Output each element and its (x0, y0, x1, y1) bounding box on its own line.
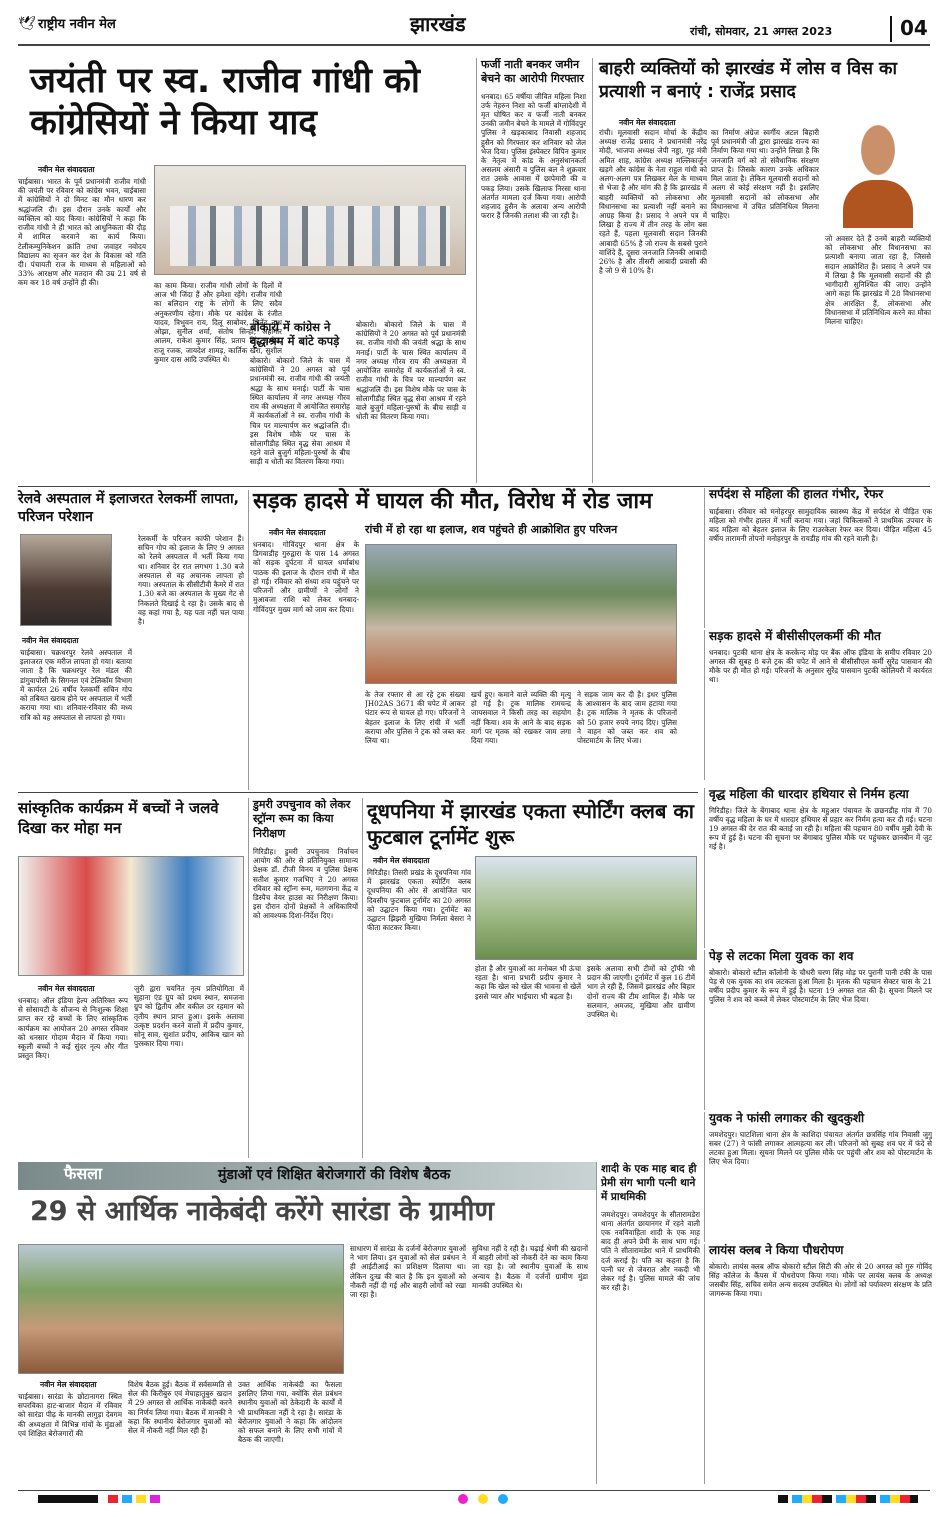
dumri-body: गिरिडीह। डुमरी उपचुनाव निर्वाचन आयोग की ओर से प्रतिनियुक्त सामान्य प्रेक्षक डॉ. टीजी विनय व पुलिस प्रेक्षक सतीश कुमार गजभिए ने 20 अगस्त रविवार को स्ट्रॉन्ग रूम, मतगणना केंद्र व डिस्पैच वेयर हाउस का निरीक्षण किया। इस दौरान दोनों प्रेक्षकों ने अधिकारियों को आवश्यक दिशा-निर्देश दिए। (253, 846, 358, 921)
headline-bccl: सड़क हादसे में बीसीसीएलकर्मी की मौत (709, 629, 881, 643)
article-shadi (596, 1162, 700, 1484)
page-number-box (890, 16, 930, 42)
byline: नवीन मेल संवाददाता (269, 528, 326, 537)
fraud-body: धनबाद। 65 वर्षीया जीवित महिला निशा उर्फ नेहरुन निशा को फर्जी बांग्लादेशी में मृत घोषित कर व फर्जी नाती बनकर उनकी जमीन बेचने के मामले में गोविंदपुर पुलिस ने खड़काबाद निवासी शहजाद हुसैन को गिरफ्तार कर शनिवार को जेल भेज दिया। पुलिस इंस्पेक्टर विपिन कुमार के नेतृत्व में कांड के अनुसंधानकर्ता असलम अंसारी व पुलिस बल ने शुक्रवार रात उसके आवास में छापेमारी की व पकड़ लिया। उसके खिलाफ निरसा थाना अंतर्गत मामला दर्ज किया गया। आरोपी शहजाद हुसैन के अलावा अन्य आरोपी फरार हैं जिनकी तलाश की जा रही है। (481, 91, 586, 221)
accident-col1: धनबाद। गोविंदपुर थाना क्षेत्र के डिगवाडीह गुरुद्वारा के पास 14 अगस्त को सड़क दुर्घटना में घायल धर्माबांध पाठक की इलाज के दौरान रांची में मौत हो गई। रविवार को संध्या शव पहुंचने पर परिजनों और ग्रामीणों ने लोगों ने मुआवजा राशि को लेकर धनबाद-गोविंदपुर मुख्य मार्ग को जाम कर दिया। (253, 540, 359, 614)
sanskritik-col2: जुरी द्वारा चयनित नृत्य प्रतियोगिता में सुहाना एंड ग्रुप को प्रथम स्थान, समजना ग्रुप को द्वितीय और वकील उर रहमान को तृतीय स्थान प्राप्त हुआ। इसके अलावा उत्कृष्ट प्रदर्शन करने वालों में प्रदीप कुमार, सोनू साव, सुशांत प्रदीप, आकिब खान को पुरस्कार दिया गया। (134, 984, 244, 1049)
article-lions (704, 1244, 932, 1484)
byline: नवीन मेल संवाददाता (38, 984, 95, 993)
bird-icon: 🕊 (18, 16, 36, 32)
byline: नवीन मेल संवाददाता (40, 1380, 97, 1389)
headline-bokaro: बोकारो में कांग्रेस ने वृद्धाश्रम में बांटे कपड़े (250, 320, 340, 349)
headline-railway: रेलवे अस्पताल में इलाजरत रेलकर्मी लापता, परिजन परेशान (18, 491, 239, 526)
headline-dumri: डुमरी उपचुनाव को लेकर स्ट्रॉन्ग रूम का किया निरीक्षण (253, 798, 351, 840)
headline-faisla: 29 से आर्थिक नाकेबंदी करेंगे सारंडा के ग्रामीण (30, 1196, 494, 1227)
accident-subhead: रांची में हो रहा था इलाज, शव पहुंचते ही आक्रोशित हुए परिजन (365, 523, 618, 536)
accident-col4: ने सड़क जाम कर दी है। इधर पुलिस के आश्वासन के बाद जाम हटाया गया है। ट्रक मालिक ने मृतक के परिजनों को 50 हजार रुपये नगद दिए। पुलिस ने वाहन को जब्त कर शव को पोस्टमार्टम के लिए भेजा। (577, 690, 677, 746)
bahari-col2: का निर्माण अंग्रेज स्वर्गीय अटल बिहारी पूर्व प्रधानमंत्री जी द्वारा झारखंड राज्य का निर्माण किया गया था। उन्होंने लिखा है कि जनजाति वर्ग को तो संवैधानिक संरक्षण प्राप्त है। जिसके कारण उनके अधिकार मिल जाता है। लेकिन मूलवासी सदानों को अलग से कोई संरक्षण नहीं है। इसलिए मूलवासी सदानों को लोकसभा और विधानसभा में उचित प्रतिनिधित्व मिलना चाहिए। (711, 128, 819, 220)
article-sarpdansh (704, 488, 932, 628)
byline: नवीन मेल संवाददाता (619, 117, 676, 127)
headline-football: दूधपनिया में झारखंड एकता स्पोर्टिंग क्लब का फुटबाल टूर्नामेंट शुरू (367, 799, 694, 849)
vridh-body: गिरिडीह। जिले के बेंगाबाद थाना क्षेत्र के महुआर पंचायत के छछनडीह गांव में 70 वर्षीय वृद्ध महिला के घर में धारदार हथियार से प्रहार कर निर्मम हत्या कर दी गई। घटना 19 अगस्त की देर रात की बताई जा रही है। महिला की पहचान 80 वर्षीय मुन्नी देवी के रूप में हुई है। घटना की सूचना पर बेंगाबाद पुलिस मौके पर पहुंचकर छानबीन में जुट गई है। (709, 805, 932, 852)
article-railway (18, 490, 244, 790)
bahari-col1: रांची। मूलवासी सदान मोर्चा के केंद्रीय अध्यक्ष राजेंद्र प्रसाद ने प्रधानमंत्री नरेंद्र मोदी, भाजपा अध्यक्ष जेपी नड्डा, गृह मंत्री अमित शाह, कांग्रेस अध्यक्ष मल्लिकार्जुन खड़गे और कांग्रेस के नेता राहुल गांधी को अलग-अलग पत्र लिखकर मेल के माध्यम से भेजा है और मांग की है कि झारखंड में बाहरी व्यक्तियों को लोकसभा और विधानसभा का प्रत्याशी नहीं बनाने का आग्रह किया है। प्रसाद ने अपने पत्र में लिखा है राज्य में तीन तरह के लोग बस रहते हैं, पहला मूलवासी सदान जिनकी आबादी 65% है जो राज्य के सबसे पुराने वाशिंदे हैं, दूसरा जनजाति जिनकी आबादी 26% है और तीसरी आबादी प्रवासी की है जो 9 से 10% है। (599, 128, 707, 276)
article-yuvak (704, 1112, 932, 1242)
dateline: रांची, सोमवार, 21 अगस्त 2023 (690, 25, 833, 38)
faisla-col5: सुविधा नहीं दे रही है। चढ़ाई श्रेणी की खदानों में बाहरी लोगों को नौकरी देने का काम किया जा रहा है। जो स्थानीय युवाओं के साथ अन्याय है। बैठक में दर्जनों ग्रामीण मुंडा मानकी उपस्थित थे। (472, 1244, 588, 1290)
headline-yuvak: युवक ने फांसी लगाकर की खुदकुशी (709, 1111, 865, 1125)
article-bokaro (248, 320, 468, 486)
shadi-body: जमशेदपुर। जमशेदपुर के सीतारामडेरा थाना अंतर्गत छायानगर में रहने वाली एक नवविवाहिता शादी के एक माह बाद ही अपने प्रेमी के साथ भाग गई। पति ने सीतारामडेरा थाने में प्राथमिकी दर्ज कराई है। पति का कहना है कि पत्नी घर से जेवरात और नकदी भी लेकर गई है। पुलिस मामले की जांच कर रही है। (601, 1209, 700, 1293)
article-dumri (248, 798, 358, 1158)
accident-col3: खर्च हुए। कमाने वाले व्यक्ति की मृत्यु हो गई है। ट्रक मालिक रामचन्द्र जायसवाल ने किसी तरह का सहयोग नहीं किया। शव के आने के बाद सड़क मार्ग पर मृतक को रखकर जाम लगा दिया गया। (471, 690, 571, 746)
rajiv-col2: का काम किया। राजीव गांधी लोगों के दिलों में आज भी जिंदा हैं और हमेशा रहेंगे। राजीव गांधी का बलिदान राष्ट्र के लोगों के लिए सदैव अनुकरणीय रहेगा। मौके पर कांग्रेस के रंजीत यादव, त्रिभुवन राय, दिलू साबोवर, जितेंद्र नाथ ओझा, सुनील शर्मा, संतोष सिन्हा, जहांगीर आलम, राकेश कुमार सिंह, प्रताप सिंह सामेश, राजू रजक, जायदेश शामड़, कार्तिक खेरा, सुशील कुमार दास आदि उपस्थित थे। (154, 281, 282, 364)
logo-text: राष्ट्रीय नवीन मेल (38, 17, 116, 32)
sanskritik-photo (18, 856, 244, 976)
yuvak-body: जमशेदपुर। घाटशिला थाना क्षेत्र के काशिदा पंचायत अंतर्गत छत्रसिंह गांव निवासी जुगु सबर (27) ने फांसी लगाकर आत्महत्या कर ली। परिजनों को सुबह शव घर में फंदे से लटका हुआ मिला। सूचना मिलने पर पुलिस मौके पर पहुंची और शव को पोस्टमार्टम के लिए भेज दिया। (709, 1129, 932, 1167)
rajendra-prasad-photo (825, 108, 931, 228)
byline: नवीन मेल संवाददाता (38, 165, 95, 174)
faisla-photo (18, 1244, 344, 1374)
color-registration-bar (18, 1490, 930, 1506)
football-col1: गिरिडीह। तिसरी प्रखंड के दूधपनिया गांव में झारखंड एकता स्पोर्टिंग क्लब दूधपनिया की ओर से आयोजित चार दिवसीय फुटबाल टूर्नामेंट का 20 अगस्त को उद्घाटन किया गया। टूर्नामेंट का उद्घाटन झिझरी मुखिया निर्मला बेसरा ने फीता काटकर किया। (367, 868, 471, 933)
byline: नवीन मेल संवाददाता (22, 636, 79, 645)
headline-shadi: शादी के एक माह बाद ही प्रेमी संग भागी पत्नी थाने में प्राथमिकी (601, 1163, 697, 1204)
faisla-banner (18, 1162, 596, 1190)
headline-bahari: बाहरी व्यक्तियों को झारखंड में लोस व विस का प्रत्याशी न बनाएं : राजेंद्र प्रसाद (599, 59, 898, 102)
faisla-subhead: मुंडाओं एवं शिक्षित बेरोजगारों की विशेष बैठक (218, 1167, 451, 1183)
sarpdansh-body: चाईबासा। रविवार को मनोहरपुर सामुदायिक स्वास्थ्य केंद्र में सर्पदंश से पीड़ित एक महिला को गंभीर हालत में भर्ती कराया गया। जहां चिकित्सकों ने प्राथमिक उपचार के बाद महिला को बेहतर इलाज के लिए राउरकेला रेफर कर दिया। पीड़ित महिला 45 वर्षीय तारामनी तोपनो मनोहरपुर के रायडीह गांव की रहने वाली है। (709, 506, 932, 544)
article-bahari (592, 58, 932, 483)
football-col2: होता है और युवाओं का मनोबल भी ऊंचा रहता है। थाना प्रभारी प्रदीप कुमार ने कहा कि खेल को खेल की भावना से खेलें इससे प्यार और भाईचारा भी बढ़ता है। (475, 964, 581, 1001)
faisla-col1: चाईबासा। सारंडा के छोटानागरा स्थित सपरविका हाट-बाजार मैदान में रविवार को सारंडा पीढ़ के मानकी लागुड़ा देवगम की अध्यक्षता में विभिन्न गांवों के मुंडाओं एवं शिक्षित बेरोजगारों की (18, 1392, 122, 1438)
rajiv-photo (154, 165, 466, 275)
accident-col2: के तेज रफ्तार से आ रहे ट्रक संख्या JH02AS 3671 की चपेट में आकर घंटार रूप से घायल हो गए। परिजनों ने बेहतर इलाज के लिए रांची में भर्ती कराया और पुलिस ने ट्रक को जब्त कर लिया था। (365, 690, 465, 746)
faisla-label: फैसला (64, 1164, 103, 1183)
logo (18, 14, 168, 36)
byline: नवीन मेल संवाददाता (373, 856, 430, 865)
masthead-rule (18, 44, 930, 46)
masthead (0, 0, 945, 48)
page-number: 04 (900, 16, 928, 40)
faisla-col4: साधारण में सारंडा के दर्जनों बेरोजगार युवाओं ने भाग लिया। इन युवाओं को सेल प्रबंधन ने ही आईटीआई का प्रशिक्षण दिलाया था। लेकिन दुःख की बात है कि इन युवाओं को नौकरी नहीं दी गई और बाहरी लोगों को रखा जा रहा है। (350, 1244, 466, 1300)
article-sanskritik (18, 798, 244, 1208)
article-bccl (704, 630, 932, 780)
headline-fraud: फर्जी नाती बनकर जमीन बेचने का आरोपी गिरफ्तार (481, 58, 584, 85)
article-vridh (704, 788, 932, 948)
bokaro-body: बोकारो। बोकारो जिले के चास में कांग्रेसियों ने 20 अगस्त को पूर्व प्रधानमंत्री स्व. राजीव गांधी की जयंती श्रद्धा के साथ मनाई। पार्टी के चास स्थित कार्यालय में नगर अध्यक्ष गौरव राय की अध्यक्षता में आयोजित समारोह में कार्यकर्ताओं ने स्व. राजीव गांधी के चित्र पर माल्यार्पण कर श्रद्धांजलि दी। इस विशेष मौके पर चास के सोलागीडीह स्थित वृद्ध सेवा आश्रम में रहने वाले बुजुर्ग महिला-पुरुषों के बीच साड़ी व धोती का वितरण किया गया। (250, 356, 350, 467)
lions-body: बोकारो। लायंस क्लब ऑफ बोकारो स्टील सिटी की ओर से 20 अगस्त को गुरु गोविंद सिंह कॉलेज के कैंपस में पौधरोपण किया गया। मौके पर लायंस क्लब के अध्यक्ष जसबीर सिंह, सचिव समेत अन्य सदस्य उपस्थित थे। लोगों को पर्यावरण संरक्षण के प्रति जागरूक किया गया। (709, 1261, 932, 1299)
headline-lions: लायंस क्लब ने किया पौधरोपण (709, 1243, 844, 1257)
faisla-col3: उक्त आर्थिक नाकेबंदी का फैसला इसलिए लिया गया, क्योंकि सेल प्रबंधन स्थानीय युवाओं को ठेकेदारी के कार्यों में भी प्राथमिकता नहीं दे रहा है। सारंडा के बेरोजगार युवाओं ने कहा कि आंदोलन को सफल बनाने के लिए सभी गांवों में बैठक की जाएगी। (238, 1380, 342, 1445)
article-ped (704, 950, 932, 1110)
headline-rajiv: जयंती पर स्व. राजीव गांधी को कांग्रेसियों ने किया याद (30, 61, 420, 143)
headline-ped: पेड़ से लटका मिला युवक का शव (709, 949, 854, 963)
rule-2 (18, 792, 698, 793)
section-title: झारखंड (410, 12, 466, 36)
headline-accident: सड़क हादसे में घायल की मौत, विरोध में रोड जाम (253, 489, 653, 514)
bccl-body: धनबाद। पुटकी थाना क्षेत्र के करकेन्द मोड़ पर बैंक ऑफ इंडिया के समीप रविवार 20 अगस्त की सुबह 8 बजे ट्रक की चपेट में आने से बीसीसीएल कर्मी सुरेंद्र पासवान की मौके पर ही मौत हो गई। परिजनों के अनुसार सुरेंद्र पासवान पुटकी कोलियरी में कार्यरत था। (709, 647, 932, 685)
rajiv-col1: चाईबासा। भारत के पूर्व प्रधानमंत्री राजीव गांधी की जयंती पर रविवार को कांग्रेस भवन, चाईबासा में कांग्रेसियों ने दो मिनट का मौन धारण कर श्रद्धांजलि दी। इस दौरान उनके कार्यों और व्यक्तित्व को याद किया। कांग्रेसियों ने कहा कि राजीव गांधी ने ही भारत को आधुनिकता की दौड़ में शामिल करवाने का कार्य किया। टेलीकम्युनिकेशन क्रांति तथा जवाहर नवोदय विद्यालय का सृजन कर देश के विकास को गति दी। पंचायती राज के माध्यम से महिलाओं को 33% आरक्षण और मतदान की उम्र 21 वर्ष से कम कर 18 वर्ष उन्होंने ही की। (18, 177, 146, 288)
football-photo (475, 856, 697, 960)
article-fraud (476, 58, 586, 483)
sanskritik-col1: धनबाद। ऑल इंडिया हेल्प अतिरिक्त रूप से सोसायटी के सौजन्य से निःशुल्क शिक्षा प्राप्त कर रहे बच्चों के लिए सांस्कृतिक कार्यक्रम का आयोजन 20 अगस्त रविवार को धनसार गोदाम मैदान में किया गया। स्कूली बच्चों ने कई सुंदर नृत्य और गीत प्रस्तुत किए। (18, 996, 128, 1061)
bokaro-body-2: बोकारो। बोकारो जिले के चास में कांग्रेसियों ने 20 अगस्त को पूर्व प्रधानमंत्री स्व. राजीव गांधी की जयंती श्रद्धा के साथ मनाई। पार्टी के चास स्थित कार्यालय में नगर अध्यक्ष गौरव राय की अध्यक्षता में आयोजित समारोह में कार्यकर्ताओं ने स्व. राजीव गांधी के चित्र पर माल्यार्पण कर श्रद्धांजलि दी। इस विशेष मौके पर चास के सोलागीडीह स्थित वृद्ध सेवा आश्रम में रहने वाले बुजुर्ग महिला-पुरुषों के बीच साड़ी व धोती का वितरण किया गया। (356, 320, 466, 422)
railway-photo (20, 534, 112, 626)
football-col3: इसके अलावा सभी टीमों को ट्रॉफी भी प्रदान की जाएगी। टूर्नामेंट में कुल 16 टीमें भाग ले रही हैं, जिसमें झारखंड और बिहार दोनों राज्य की टीम शामिल हैं। मौके पर सलमान, अमजद, मुखिया और ग्रामीण उपस्थित थे। (587, 964, 695, 1020)
headline-sanskritik: सांस्कृतिक कार्यक्रम में बच्चों ने जलवे दिखा कर मोहा मन (18, 799, 219, 838)
railway-col2: रेलकर्मी के परिजन काफी परेशान हैं। सचिन गोप को इलाज के लिए 9 अगस्त को रेलवे अस्पताल में भर्ती किया गया था। शनिवार देर रात लगभग 1.30 बजे अस्पताल से वह अचानक लापता हो गया। अस्पताल के सीसीटीवी कैमरे में रात 1.30 बजे का अस्पताल के मुख्य गेट से निकलते दिखाई दे रहा है। उसके बाद से वह कहां गया है, यह पता नहीं चल पाया है। (138, 534, 244, 626)
ped-body: बोकारो। बोकारो स्टील कॉलोनी के चौधरी चरण सिंह मोड़ पर पुरानी पानी टंकी के पास पेड़ से एक युवक का शव लटकता हुआ मिला है। मृतक की पहचान सेक्टर चास के 21 वर्षीय प्रदीप कुमार के रूप में हुई है। घटना 19 अगस्त रात की है। सूचना मिलने पर पुलिस ने शव को कब्जे में लेकर पोस्टमार्टम के लिए भेज दिया। (709, 967, 932, 1005)
article-football (362, 798, 698, 1158)
railway-col1: चाईबासा। चक्रधरपुर रेलवे अस्पताल में इलाजरत एक मरीज लापता हो गया। बताया जाता है कि चक्रधरपुर रेल मंडल की डांगुवापोसी के सिगनल एवं टेलिकॉम विभाग में कार्यरत 26 वर्षीय रेलकर्मी सचिन गोप को तबियत खराब होने पर अस्पताल में भर्ती कराया गया था। शनिवार-रविवार की मध्य रात्रि को वह अस्पताल से लापता हो गया। (20, 648, 132, 722)
faisla-col2: विशेष बैठक हुई। बैठक में सर्वसम्मति से सेल की किरीबुरु एवं मेघाहातुबुरु खदान में 29 अगस्त से आर्थिक नाकेबंदी करने का निर्णय लिया गया। बैठक में मानकी ने कहा कि स्थानीय बेरोजगार युवाओं को सेल में नौकरी नहीं मिल रही है। (128, 1380, 232, 1436)
bahari-caption: जो अवसर देते हैं उनमें बाहरी व्यक्तियों को लोकसभा और विधानसभा का प्रत्याशी बनाया जाता रहा है, जिससे सदान आक्रोशित हैं। प्रसाद ने अपने पत्र में लिखा है कि मूलवासी सदानों की ही भागीदारी सुनिश्चित की जाए। उन्होंने आगे कहा कि झारखंड में 28 विधानसभा क्षेत्र आरक्षित हैं, लोकसभा और विधानसभा में प्रतिनिधित्व करने का मौका मिलना चाहिए। (825, 234, 931, 326)
accident-photo (365, 544, 677, 684)
headline-vridh: वृद्ध महिला की धारदार हथियार से निर्मम हत्या (709, 787, 909, 801)
headline-sarpdansh: सर्पदंश से महिला की हालत गंभीर, रेफर (709, 487, 884, 501)
article-accident (248, 490, 678, 790)
